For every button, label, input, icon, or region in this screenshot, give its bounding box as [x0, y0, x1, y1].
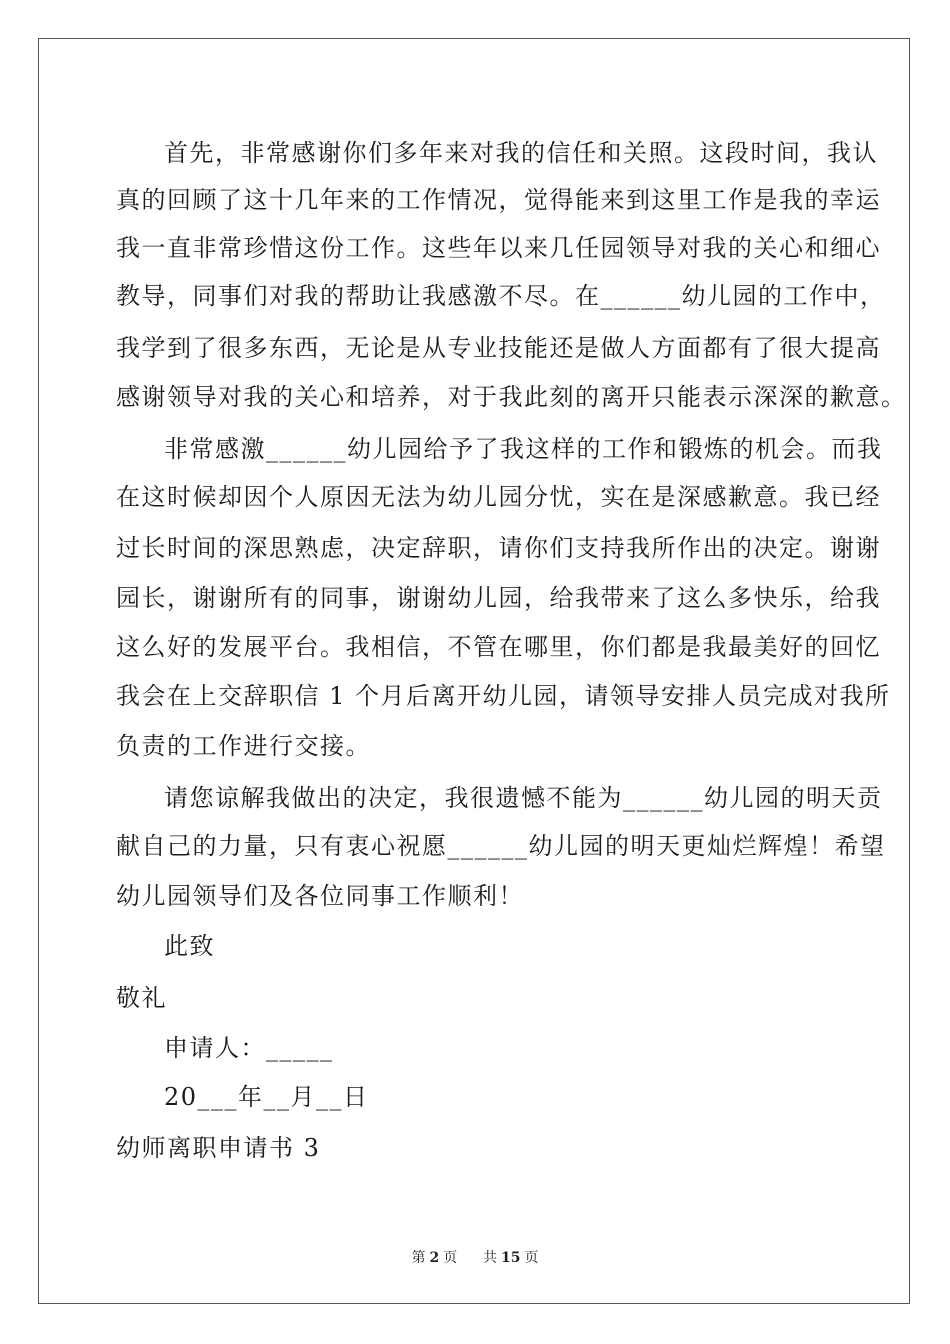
- page-border: [38, 38, 910, 1304]
- paragraph-line: 教导，同事们对我的帮助让我感激不尽。在______幼儿园的工作中，: [116, 282, 886, 310]
- paragraph-line: 负责的工作进行交接。: [116, 732, 371, 760]
- paragraph-line: 首先，非常感谢你们多年来对我的信任和关照。这段时间，我认: [164, 139, 878, 167]
- regards: 敬礼: [116, 984, 167, 1012]
- next-section-title: 幼师离职申请书 3: [116, 1134, 321, 1162]
- page-footer: [0, 1249, 950, 1267]
- applicant-line: 申请人：_____: [164, 1034, 334, 1062]
- paragraph-line: 非常感激______幼儿园给予了我这样的工作和锻炼的机会。而我: [164, 435, 883, 463]
- salutation: 此致: [164, 932, 215, 960]
- paragraph-line: 感谢领导对我的关心和培养，对于我此刻的离开只能表示深深的歉意。: [116, 383, 907, 411]
- paragraph-line: 献自己的力量，只有衷心祝愿______幼儿园的明天更灿烂辉煌！希望: [116, 832, 886, 860]
- paragraph-line: 在这时候却因个人原因无法为幼儿园分忧，实在是深感歉意。我已经: [116, 483, 881, 511]
- paragraph-line: 我会在上交辞职信 1 个月后离开幼儿园，请领导安排人员完成对我所: [116, 682, 891, 710]
- paragraph-line: 这么好的发展平台。我相信，不管在哪里，你们都是我最美好的回忆: [116, 633, 881, 661]
- total-pages-label: 共 15 页: [483, 1250, 539, 1266]
- date-line: 20___年__月__日: [164, 1083, 369, 1111]
- page-label: 第 2 页: [411, 1250, 458, 1266]
- paragraph-line: 请您谅解我做出的决定，我很遗憾不能为______幼儿园的明天贡: [164, 784, 883, 812]
- paragraph-line: 幼儿园领导们及各位同事工作顺利！: [116, 882, 524, 910]
- paragraph-line: 真的回顾了这十几年来的工作情况，觉得能来到这里工作是我的幸运: [116, 186, 881, 214]
- paragraph-line: 过长时间的深思熟虑，决定辞职，请你们支持我所作出的决定。谢谢: [116, 534, 881, 562]
- paragraph-line: 我学到了很多东西，无论是从专业技能还是做人方面都有了很大提高: [116, 334, 881, 362]
- paragraph-line: 我一直非常珍惜这份工作。这些年以来几任园领导对我的关心和细心: [116, 234, 881, 262]
- paragraph-line: 园长，谢谢所有的同事，谢谢幼儿园，给我带来了这么多快乐，给我: [116, 584, 881, 612]
